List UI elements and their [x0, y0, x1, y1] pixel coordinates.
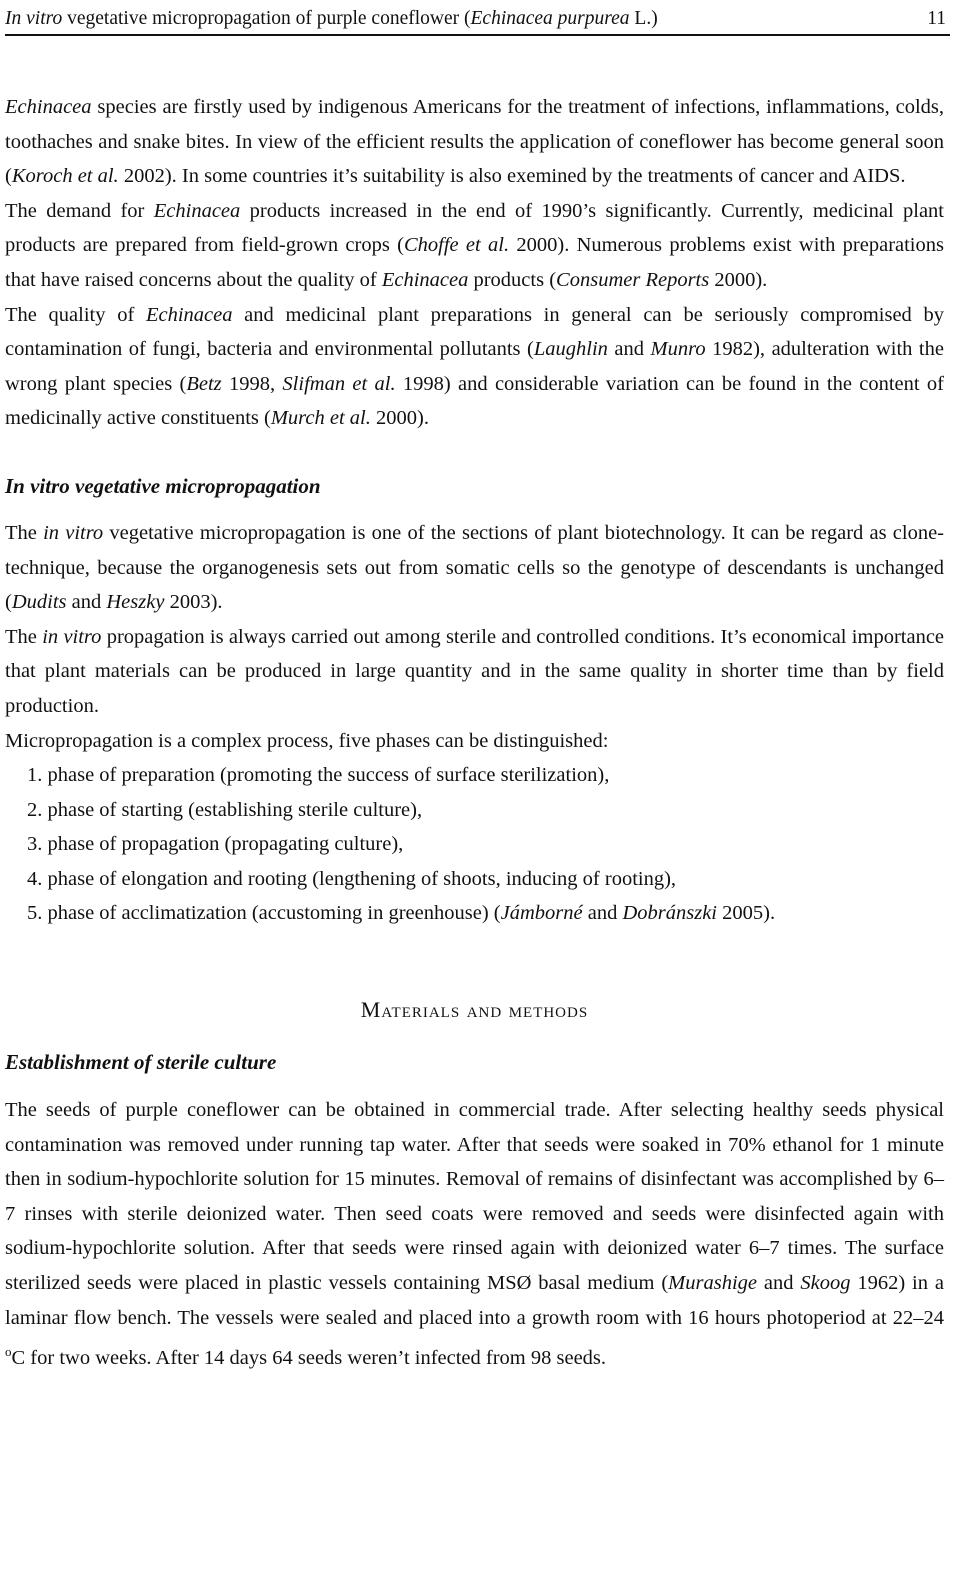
- section1-paragraph-2: The in vitro propagation is always carried out among sterile and controlled conditions. It’s economical importance that plant materials can be produced in large quantity and in the same quality in shorter time than by field production.: [5, 625, 945, 717]
- list-item: 5. phase of acclimatization (accustoming in greenhouse) (Jámborné and Dobránszki 2005).: [27, 902, 776, 925]
- list-item: 3. phase of propagation (propagating culture),: [27, 833, 404, 856]
- section2-paragraph-1: The seeds of purple coneflower can be obtained in commercial trade. After selecting healthy seeds physical contamination was removed under running tap water. After that seeds were soaked in 70% ethanol for 1 minute then in sodium-hypochlorite solution for 15 minutes. Removal of remains of disinfectant was accomplished by 6–7 rinses with sterile deionized water. Then seed coats were removed and seeds were disinfected again with sodium-hypochlorite solution. After that seeds were rinsed again with deionized water 6–7 times. The surface sterilized seeds were placed in plastic vessels containing MSØ basal medium (Murashige and Skoog 1962) in a laminar flow bench. The vessels were sealed and placed into a growth room with 16 hours photoperiod at 22–24 $^o$C for two weeks. After 14 days 64 seeds weren’t infected from 98 seeds.: [5, 1099, 944, 1370]
- header-rule: [5, 34, 950, 36]
- section1-paragraph-1: The in vitro vegetative micropropagation is one of the sections of plant biotechnology. It can be regard as clone-technique, because the organogenesis sets out from somatic cells so the genotype of descendants is unchanged (Dudits and Heszky 2003).: [5, 521, 944, 614]
- subsection-heading-sterile-culture: Establishment of sterile culture: [5, 1050, 277, 1075]
- section-heading-materials-methods: Materials and methods: [360, 997, 589, 1023]
- intro-paragraph-2: The demand for Echinacea products increased in the end of 1990’s significantly. Currently, medicinal plant products are prepared from field-grown crops (Choffe et al. 2000). Numerous problems exist with preparations that have raised concerns about the quality of Echinacea products (Consumer Reports 2000).: [5, 199, 944, 291]
- intro-paragraph-3: The quality of Echinacea and medicinal plant preparations in general can be seriously compromised by contamination of fungi, bacteria and environmental pollutants (Laughlin and Munro 1982), adulteration with the wrong plant species (Betz 1998, Slifman et al. 1998) and considerable variation can be found in the content of medicinally active constituents (Murch et al. 2000).: [5, 303, 944, 430]
- running-head-italic: In vitro: [5, 8, 63, 29]
- section-heading-micropropagation: In vitro vegetative micropropagation: [5, 473, 321, 498]
- section1-paragraph-3: Micropropagation is a complex process, five phases can be distinguished:: [5, 729, 609, 752]
- phase-list: [5, 758, 944, 931]
- list-item: 1. phase of preparation (promoting the success of surface sterilization),: [27, 764, 610, 787]
- article-body: [5, 90, 944, 1376]
- list-item: 2. phase of starting (establishing sterile culture),: [27, 798, 423, 821]
- running-head: In vitro vegetative micropropagation of purple coneflower (Echinacea purpurea L.) 11: [5, 4, 950, 34]
- intro-paragraph-1: Echinacea species are firstly used by indigenous Americans for the treatment of infections, inflammations, colds, toothaches and snake bites. In view of the efficient results the application of coneflower has become general soon (Koroch et al. 2002). In some countries it’s suitability is also exemined by the treatments of cancer and AIDS.: [5, 96, 944, 188]
- page-number: 11: [927, 8, 946, 29]
- list-item: 4. phase of elongation and rooting (lengthening of shoots, inducing of rooting),: [27, 867, 677, 890]
